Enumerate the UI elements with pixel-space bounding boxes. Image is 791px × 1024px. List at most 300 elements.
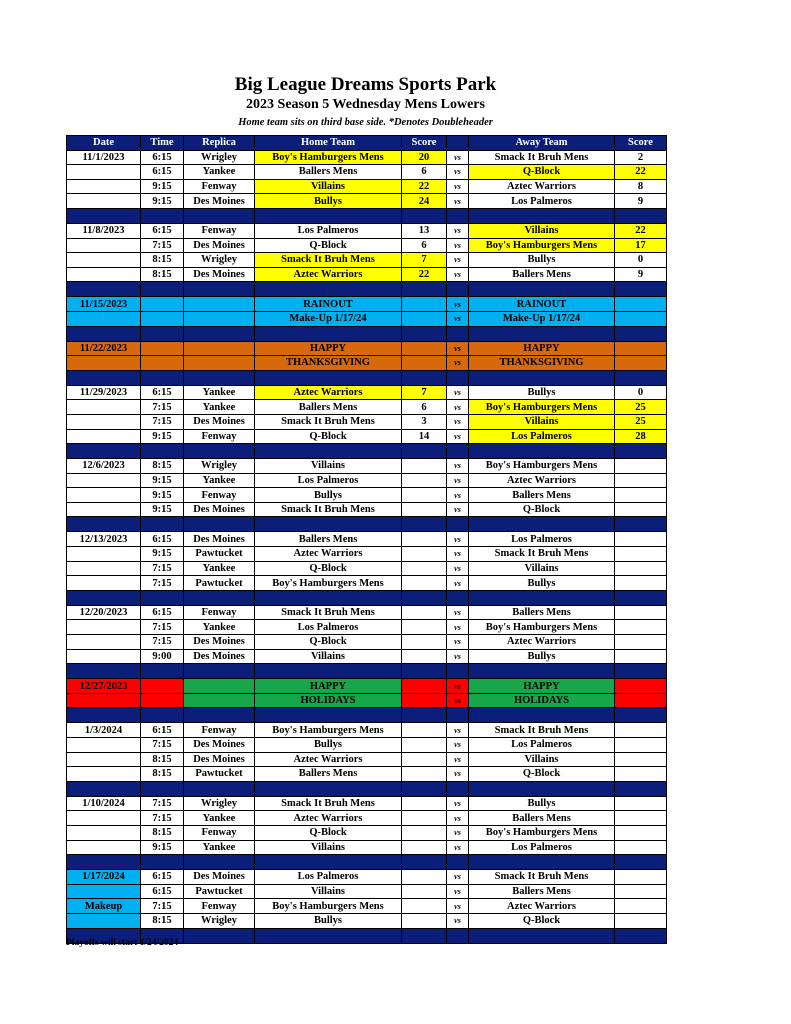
separator-cell — [469, 708, 615, 723]
time-cell: 9:15 — [141, 179, 184, 194]
separator-cell — [67, 282, 141, 297]
vs-cell: vs — [447, 649, 469, 664]
table-row — [67, 825, 667, 840]
away-score-cell: 9 — [615, 194, 667, 209]
replica-cell: Yankee — [184, 165, 255, 180]
away-score-cell: 2 — [615, 150, 667, 165]
replica-cell: Yankee — [184, 620, 255, 635]
home-team-cell: Boy's Hamburgers Mens — [255, 150, 402, 165]
vs-cell: vs — [447, 179, 469, 194]
away-team-cell: Smack It Bruh Mens — [469, 547, 615, 562]
replica-cell: Wrigley — [184, 253, 255, 268]
home-score-cell — [402, 473, 447, 488]
home-score-cell — [402, 767, 447, 782]
home-score-cell — [402, 459, 447, 474]
separator-cell — [184, 590, 255, 605]
time-cell — [141, 311, 184, 326]
time-cell: 7:15 — [141, 811, 184, 826]
home-team-cell: Aztec Warriors — [255, 385, 402, 400]
home-team-cell: Ballers Mens — [255, 767, 402, 782]
home-score-cell — [402, 605, 447, 620]
date-cell: 11/22/2023 — [67, 341, 141, 356]
separator-cell — [469, 590, 615, 605]
separator-cell — [67, 664, 141, 679]
away-team-cell: RAINOUT — [469, 297, 615, 312]
separator-cell — [402, 928, 447, 943]
replica-cell: Fenway — [184, 825, 255, 840]
home-team-cell: Aztec Warriors — [255, 811, 402, 826]
date-cell — [67, 693, 141, 708]
away-score-cell — [615, 620, 667, 635]
date-cell — [67, 429, 141, 444]
time-cell: 7:15 — [141, 576, 184, 591]
time-cell: 6:15 — [141, 884, 184, 899]
vs-cell: vs — [447, 825, 469, 840]
replica-cell: Wrigley — [184, 796, 255, 811]
date-cell: 1/10/2024 — [67, 796, 141, 811]
home-score-cell — [402, 723, 447, 738]
home-team-cell: Q-Block — [255, 429, 402, 444]
away-team-cell: Aztec Warriors — [469, 473, 615, 488]
separator-cell — [141, 781, 184, 796]
date-cell — [67, 194, 141, 209]
separator-cell — [141, 517, 184, 532]
home-team-cell: Smack It Bruh Mens — [255, 253, 402, 268]
home-team-cell: Make-Up 1/17/24 — [255, 311, 402, 326]
separator-cell — [255, 517, 402, 532]
away-score-cell — [615, 605, 667, 620]
replica-cell: Yankee — [184, 400, 255, 415]
vs-cell: vs — [447, 767, 469, 782]
date-cell — [67, 561, 141, 576]
separator-cell — [402, 517, 447, 532]
vs-cell: vs — [447, 194, 469, 209]
date-cell — [67, 488, 141, 503]
away-score-cell: 22 — [615, 223, 667, 238]
separator-cell — [141, 590, 184, 605]
page-title: Big League Dreams Sports Park — [234, 74, 497, 95]
home-team-cell: Ballers Mens — [255, 165, 402, 180]
replica-cell: Fenway — [184, 605, 255, 620]
separator-cell — [402, 781, 447, 796]
col-header-home-score: Score — [402, 136, 447, 151]
separator-cell — [67, 444, 141, 459]
away-score-cell — [615, 341, 667, 356]
table-row — [67, 679, 667, 694]
time-cell: 7:15 — [141, 635, 184, 650]
table-row — [67, 488, 667, 503]
replica-cell: Des Moines — [184, 532, 255, 547]
week-separator-row — [67, 855, 667, 870]
vs-cell: vs — [447, 576, 469, 591]
time-cell — [141, 679, 184, 694]
away-team-cell: Los Palmeros — [469, 738, 615, 753]
date-cell: 11/8/2023 — [67, 223, 141, 238]
time-cell: 8:15 — [141, 752, 184, 767]
time-cell: 6:15 — [141, 385, 184, 400]
home-team-cell: Aztec Warriors — [255, 267, 402, 282]
away-score-cell — [615, 825, 667, 840]
date-cell — [67, 473, 141, 488]
time-cell: 8:15 — [141, 253, 184, 268]
date-cell: 11/29/2023 — [67, 385, 141, 400]
home-team-cell: Smack It Bruh Mens — [255, 502, 402, 517]
table-row — [67, 414, 667, 429]
away-score-cell — [615, 693, 667, 708]
date-cell — [67, 752, 141, 767]
date-cell — [67, 267, 141, 282]
table-row — [67, 385, 667, 400]
table-row — [67, 899, 667, 914]
replica-cell: Fenway — [184, 723, 255, 738]
date-cell — [67, 913, 141, 928]
table-row — [67, 840, 667, 855]
separator-cell — [402, 444, 447, 459]
separator-cell — [67, 326, 141, 341]
away-score-cell — [615, 576, 667, 591]
separator-cell — [184, 370, 255, 385]
vs-cell: vs — [447, 840, 469, 855]
table-row — [67, 870, 667, 885]
separator-cell — [255, 664, 402, 679]
away-team-cell: Villains — [469, 561, 615, 576]
date-cell — [67, 840, 141, 855]
separator-cell — [184, 326, 255, 341]
away-team-cell: Boy's Hamburgers Mens — [469, 459, 615, 474]
away-score-cell — [615, 561, 667, 576]
separator-cell — [469, 855, 615, 870]
home-score-cell: 20 — [402, 150, 447, 165]
home-score-cell — [402, 870, 447, 885]
away-team-cell: Los Palmeros — [469, 429, 615, 444]
away-score-cell — [615, 723, 667, 738]
vs-cell: vs — [447, 635, 469, 650]
away-score-cell — [615, 752, 667, 767]
date-cell — [67, 253, 141, 268]
home-score-cell: 6 — [402, 238, 447, 253]
table-row — [67, 341, 667, 356]
separator-cell — [469, 928, 615, 943]
vs-cell: vs — [447, 488, 469, 503]
separator-cell — [141, 708, 184, 723]
time-cell: 8:15 — [141, 913, 184, 928]
separator-cell — [447, 208, 469, 223]
date-cell: 11/1/2023 — [67, 150, 141, 165]
table-row — [67, 635, 667, 650]
vs-cell: vs — [447, 502, 469, 517]
date-cell — [67, 414, 141, 429]
time-cell: 7:15 — [141, 899, 184, 914]
home-score-cell — [402, 341, 447, 356]
time-cell — [141, 693, 184, 708]
away-score-cell — [615, 738, 667, 753]
away-score-cell — [615, 870, 667, 885]
home-score-cell: 13 — [402, 223, 447, 238]
time-cell: 9:00 — [141, 649, 184, 664]
time-cell: 7:15 — [141, 620, 184, 635]
away-score-cell — [615, 679, 667, 694]
separator-cell — [447, 326, 469, 341]
time-cell: 8:15 — [141, 459, 184, 474]
date-cell: 11/15/2023 — [67, 297, 141, 312]
separator-cell — [402, 708, 447, 723]
home-team-cell: Bullys — [255, 913, 402, 928]
vs-cell: vs — [447, 884, 469, 899]
home-score-cell — [402, 693, 447, 708]
separator-cell — [184, 781, 255, 796]
vs-cell: vs — [447, 473, 469, 488]
time-cell: 8:15 — [141, 767, 184, 782]
separator-cell — [141, 664, 184, 679]
replica-cell: Pawtucket — [184, 576, 255, 591]
table-row — [67, 752, 667, 767]
home-team-cell: Ballers Mens — [255, 400, 402, 415]
week-separator-row — [67, 708, 667, 723]
page-note: Home team sits on third base side. *Denotes Doubleheader — [238, 117, 493, 128]
away-score-cell — [615, 649, 667, 664]
separator-cell — [255, 781, 402, 796]
replica-cell: Fenway — [184, 429, 255, 444]
replica-cell: Yankee — [184, 561, 255, 576]
home-score-cell — [402, 679, 447, 694]
away-score-cell — [615, 473, 667, 488]
away-team-cell: Aztec Warriors — [469, 179, 615, 194]
date-cell: 12/27/2023 — [67, 679, 141, 694]
week-separator-row — [67, 781, 667, 796]
replica-cell: Des Moines — [184, 502, 255, 517]
home-score-cell: 14 — [402, 429, 447, 444]
time-cell — [141, 356, 184, 371]
away-score-cell — [615, 796, 667, 811]
away-team-cell: Aztec Warriors — [469, 899, 615, 914]
away-team-cell: Villains — [469, 752, 615, 767]
away-score-cell — [615, 547, 667, 562]
home-team-cell: Boy's Hamburgers Mens — [255, 723, 402, 738]
home-team-cell: Los Palmeros — [255, 620, 402, 635]
separator-cell — [184, 282, 255, 297]
time-cell: 9:15 — [141, 488, 184, 503]
vs-cell: vs — [447, 870, 469, 885]
table-row — [67, 238, 667, 253]
away-team-cell: Ballers Mens — [469, 811, 615, 826]
date-cell: 12/20/2023 — [67, 605, 141, 620]
separator-cell — [447, 928, 469, 943]
separator-cell — [402, 590, 447, 605]
separator-cell — [255, 208, 402, 223]
vs-cell: vs — [447, 356, 469, 371]
col-header-date: Date — [67, 136, 141, 151]
table-row — [67, 165, 667, 180]
away-team-cell: Smack It Bruh Mens — [469, 723, 615, 738]
separator-cell — [615, 326, 667, 341]
date-cell — [67, 576, 141, 591]
away-score-cell: 17 — [615, 238, 667, 253]
away-team-cell: Villains — [469, 223, 615, 238]
replica-cell: Pawtucket — [184, 767, 255, 782]
separator-cell — [141, 326, 184, 341]
separator-cell — [141, 444, 184, 459]
replica-cell — [184, 341, 255, 356]
separator-cell — [447, 517, 469, 532]
away-score-cell — [615, 488, 667, 503]
table-row — [67, 179, 667, 194]
separator-cell — [67, 855, 141, 870]
separator-cell — [255, 855, 402, 870]
table-row — [67, 459, 667, 474]
table-header-row — [67, 136, 667, 151]
away-score-cell — [615, 356, 667, 371]
away-team-cell: Ballers Mens — [469, 605, 615, 620]
replica-cell: Wrigley — [184, 913, 255, 928]
vs-cell: vs — [447, 752, 469, 767]
week-separator-row — [67, 517, 667, 532]
separator-cell — [469, 664, 615, 679]
date-cell: 1/17/2024 — [67, 870, 141, 885]
time-cell — [141, 297, 184, 312]
page-subtitle: 2023 Season 5 Wednesday Mens Lowers — [246, 97, 485, 112]
separator-cell — [615, 208, 667, 223]
table-row — [67, 796, 667, 811]
home-score-cell — [402, 825, 447, 840]
vs-cell: vs — [447, 547, 469, 562]
time-cell: 7:15 — [141, 400, 184, 415]
separator-cell — [615, 855, 667, 870]
away-team-cell: Boy's Hamburgers Mens — [469, 238, 615, 253]
vs-cell: vs — [447, 679, 469, 694]
home-score-cell: 3 — [402, 414, 447, 429]
replica-cell: Fenway — [184, 223, 255, 238]
replica-cell: Yankee — [184, 840, 255, 855]
home-team-cell: Smack It Bruh Mens — [255, 414, 402, 429]
date-cell: 1/3/2024 — [67, 723, 141, 738]
replica-cell: Des Moines — [184, 267, 255, 282]
vs-cell: vs — [447, 253, 469, 268]
away-score-cell — [615, 767, 667, 782]
home-score-cell — [402, 899, 447, 914]
home-team-cell: Villains — [255, 649, 402, 664]
separator-cell — [255, 326, 402, 341]
separator-cell — [615, 708, 667, 723]
replica-cell — [184, 693, 255, 708]
away-team-cell: Ballers Mens — [469, 488, 615, 503]
separator-cell — [469, 370, 615, 385]
replica-cell: Fenway — [184, 899, 255, 914]
separator-cell — [184, 664, 255, 679]
separator-cell — [255, 590, 402, 605]
away-team-cell: THANKSGIVING — [469, 356, 615, 371]
home-score-cell — [402, 488, 447, 503]
table-row — [67, 150, 667, 165]
home-team-cell: HOLIDAYS — [255, 693, 402, 708]
home-team-cell: Smack It Bruh Mens — [255, 796, 402, 811]
table-row — [67, 576, 667, 591]
replica-cell: Pawtucket — [184, 884, 255, 899]
away-score-cell — [615, 297, 667, 312]
vs-cell: vs — [447, 223, 469, 238]
home-team-cell: Bullys — [255, 194, 402, 209]
date-cell — [67, 825, 141, 840]
date-cell — [67, 356, 141, 371]
away-score-cell — [615, 502, 667, 517]
away-team-cell: Bullys — [469, 576, 615, 591]
date-cell — [67, 502, 141, 517]
separator-cell — [141, 370, 184, 385]
time-cell: 9:15 — [141, 547, 184, 562]
date-cell — [67, 738, 141, 753]
away-team-cell: Make-Up 1/17/24 — [469, 311, 615, 326]
separator-cell — [615, 590, 667, 605]
home-team-cell: Smack It Bruh Mens — [255, 605, 402, 620]
separator-cell — [615, 928, 667, 943]
separator-cell — [447, 282, 469, 297]
vs-cell: vs — [447, 620, 469, 635]
date-cell — [67, 165, 141, 180]
away-team-cell: HOLIDAYS — [469, 693, 615, 708]
home-score-cell: 22 — [402, 179, 447, 194]
separator-cell — [615, 517, 667, 532]
away-score-cell — [615, 899, 667, 914]
home-score-cell — [402, 649, 447, 664]
table-row — [67, 767, 667, 782]
away-team-cell: Boy's Hamburgers Mens — [469, 400, 615, 415]
separator-cell — [615, 370, 667, 385]
away-score-cell: 8 — [615, 179, 667, 194]
time-cell: 9:15 — [141, 473, 184, 488]
time-cell: 6:15 — [141, 723, 184, 738]
table-row — [67, 253, 667, 268]
home-score-cell — [402, 635, 447, 650]
vs-cell: vs — [447, 385, 469, 400]
home-team-cell: Los Palmeros — [255, 473, 402, 488]
away-score-cell: 25 — [615, 414, 667, 429]
home-score-cell — [402, 913, 447, 928]
separator-cell — [184, 708, 255, 723]
separator-cell — [469, 282, 615, 297]
replica-cell: Des Moines — [184, 414, 255, 429]
vs-cell: vs — [447, 150, 469, 165]
away-team-cell: Boy's Hamburgers Mens — [469, 825, 615, 840]
home-score-cell: 6 — [402, 400, 447, 415]
away-team-cell: Bullys — [469, 649, 615, 664]
date-cell — [67, 238, 141, 253]
separator-cell — [184, 855, 255, 870]
away-score-cell — [615, 635, 667, 650]
separator-cell — [255, 282, 402, 297]
table-row — [67, 738, 667, 753]
table-row — [67, 561, 667, 576]
replica-cell: Des Moines — [184, 870, 255, 885]
home-score-cell — [402, 884, 447, 899]
schedule-table — [66, 135, 667, 944]
table-row — [67, 267, 667, 282]
time-cell: 8:15 — [141, 825, 184, 840]
separator-cell — [469, 326, 615, 341]
home-team-cell: HAPPY — [255, 341, 402, 356]
away-team-cell: Ballers Mens — [469, 267, 615, 282]
vs-cell: vs — [447, 267, 469, 282]
home-score-cell — [402, 561, 447, 576]
home-team-cell: Villains — [255, 459, 402, 474]
away-team-cell: Smack It Bruh Mens — [469, 150, 615, 165]
date-cell — [67, 179, 141, 194]
separator-cell — [447, 708, 469, 723]
separator-cell — [469, 444, 615, 459]
time-cell: 9:15 — [141, 502, 184, 517]
away-team-cell: Ballers Mens — [469, 884, 615, 899]
date-cell — [67, 884, 141, 899]
replica-cell: Des Moines — [184, 635, 255, 650]
away-team-cell: Boy's Hamburgers Mens — [469, 620, 615, 635]
